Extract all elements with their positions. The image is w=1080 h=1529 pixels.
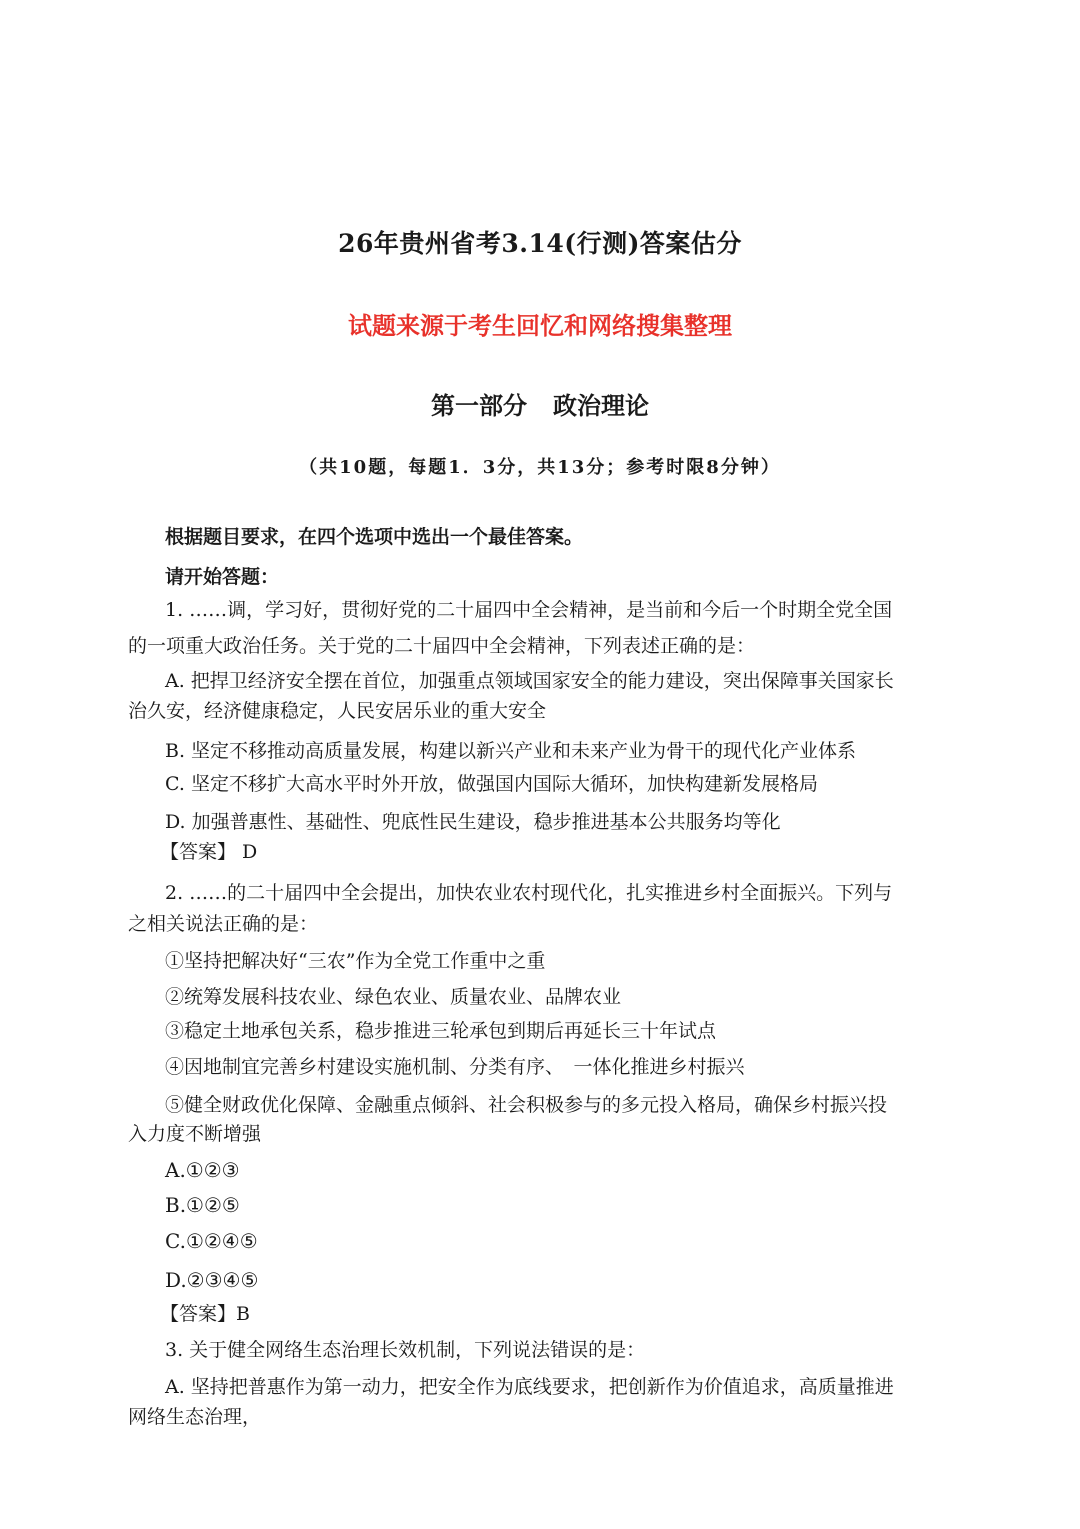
q2-item-5-line1: ⑤健全财政优化保障、金融重点倾斜、社会积极参与的多元投入格局，确保乡村振兴投 — [165, 1094, 888, 1116]
start-prompt: 请开始答题： — [165, 566, 280, 588]
q1-option-a-line2: 治久安，经济健康稳定，人民安居乐业的重大安全 — [128, 700, 547, 722]
q1-answer: 【答案】 D — [160, 841, 258, 863]
q2-item-2: ②统筹发展科技农业、绿色农业、质量农业、品牌农业 — [165, 986, 622, 1008]
q2-option-b: B.①②⑤ — [165, 1193, 240, 1217]
q2-item-1: ①坚持把解决好“三农”作为全党工作重中之重 — [165, 950, 546, 972]
q1-option-a-line1: A. 把捍卫经济安全摆在首位，加强重点领域国家安全的能力建设，突出保障事关国家长 — [165, 670, 894, 692]
q1-stem-line2: 的一项重大政治任务。关于党的二十届四中全会精神，下列表述正确的是： — [128, 635, 756, 657]
q1-stem-line1: 1. ……调，学习好，贯彻好党的二十届四中全会精神，是当前和今后一个时期全党全国 — [165, 599, 893, 621]
q1-option-c: C. 坚定不移扩大高水平时外开放，做强国内国际大循环，加快构建新发展格局 — [165, 773, 818, 795]
q2-item-5-line2: 入力度不断增强 — [128, 1123, 262, 1145]
q3-option-a-line2: 网络生态治理， — [128, 1406, 262, 1428]
instruction-line: 根据题目要求，在四个选项中选出一个最佳答案。 — [165, 526, 584, 548]
section-heading — [0, 390, 1080, 422]
q2-stem-line2: 之相关说法正确的是： — [128, 913, 319, 935]
page-title: 26年贵州省考3.14(行测)答案估分 — [338, 229, 742, 258]
section-name: 政治理论 — [553, 392, 649, 420]
q2-item-4: ④因地制宜完善乡村建设实施机制、分类有序、 一体化推进乡村振兴 — [165, 1056, 745, 1078]
q2-option-d: D.②③④⑤ — [165, 1268, 259, 1292]
q2-item-3: ③稳定土地承包关系，稳步推进三轮承包到期后再延长三十年试点 — [165, 1020, 717, 1042]
q3-option-a-line1: A. 坚持把普惠作为第一动力，把安全作为底线要求，把创新作为价值追求，高质量推进 — [165, 1376, 894, 1398]
q3-stem: 3. 关于健全网络生态治理长效机制，下列说法错误的是： — [165, 1339, 646, 1361]
q2-option-c: C.①②④⑤ — [165, 1229, 258, 1253]
scoring-note: （共10题，每题1．3分，共13分；参考时限8分钟） — [299, 457, 781, 478]
source-note: 试题来源于考生回忆和网络搜集整理 — [348, 312, 732, 340]
q1-option-d: D. 加强普惠性、基础性、兜底性民生建设，稳步推进基本公共服务均等化 — [165, 811, 781, 833]
section-part: 第一部分 — [431, 392, 527, 420]
q2-stem-line1: 2. ……的二十届四中全会提出，加快农业农村现代化，扎实推进乡村全面振兴。下列与 — [165, 882, 893, 904]
q2-option-a: A.①②③ — [165, 1158, 240, 1182]
q1-option-b: B. 坚定不移推动高质量发展，构建以新兴产业和未来产业为骨干的现代化产业体系 — [165, 740, 857, 762]
q2-answer: 【答案】B — [160, 1303, 250, 1325]
